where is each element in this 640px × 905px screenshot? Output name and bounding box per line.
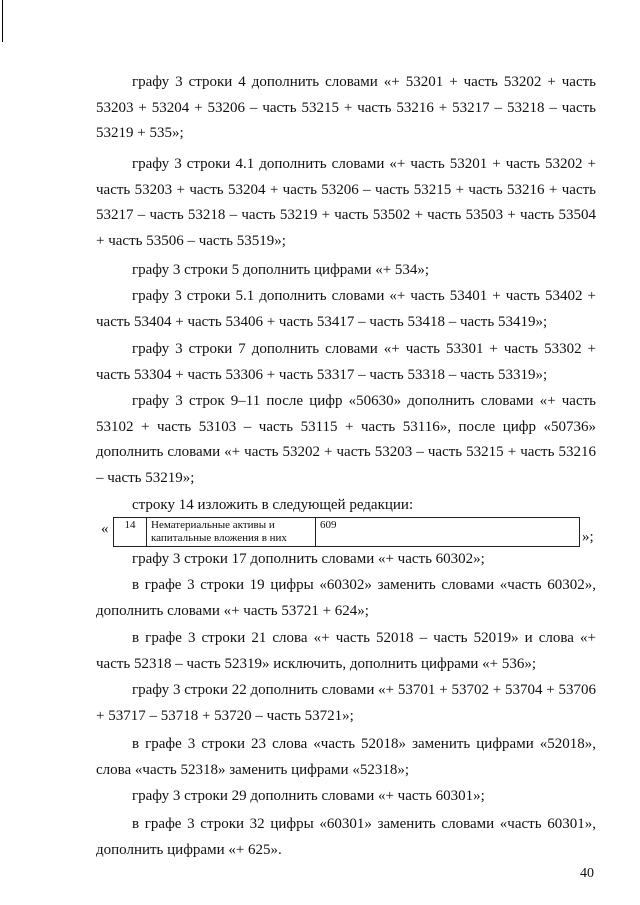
paragraph-3: графу 3 строки 5 дополнить цифрами «+ 534»; [132, 262, 430, 278]
paragraph-13: графу 3 строки 29 дополнить словами «+ часть 60301»; [132, 788, 485, 804]
table-row [114, 518, 580, 547]
table-open-quote: « [101, 521, 109, 537]
paragraph-6: графу 3 строк 9–11 после цифр «50630» дополнить словами «+ часть 53102 + часть 53103 – часть 53115 + часть 53116», после цифр «50736» дополнить словами «+ часть 53202 + часть 53203 – часть 53215 + часть 53216 – часть 53219»; [96, 393, 596, 486]
paragraph-14: в графе 3 строки 32 цифры «60301» заменить словами «часть 60301», дополнить цифрами «+ 625». [96, 816, 596, 858]
table-close-quote: »; [582, 529, 594, 545]
paragraph-5: графу 3 строки 7 дополнить словами «+ часть 53301 + часть 53302 + часть 53304 + часть 53306 + часть 53317 – часть 53318 – часть 53319»; [96, 341, 596, 383]
row-14-table [113, 517, 580, 547]
paragraph-8: графу 3 строки 17 дополнить словами «+ часть 60302»; [132, 551, 485, 567]
paragraph-10: в графе 3 строки 21 слова «+ часть 52018 – часть 52019» и слова «+ часть 52318 – часть 52319» исключить, дополнить цифрами «+ 536»; [96, 630, 596, 672]
page-number: 40 [580, 866, 594, 881]
paragraph-11: графу 3 строки 22 дополнить словами «+ 53701 + 53702 + 53704 + 53706 + 53717 – 53718 + 53720 – часть 53721»; [96, 682, 596, 724]
row-name-cell: Нематериальные активы и капитальные вложения в них [147, 518, 316, 547]
paragraph-7: строку 14 изложить в следующей редакции: [132, 497, 414, 513]
margin-line [2, 0, 3, 42]
paragraph-9: в графе 3 строки 19 цифры «60302» заменить словами «часть 60302», дополнить словами «+ часть 53721 + 624»; [96, 577, 596, 619]
paragraph-12: в графе 3 строки 23 слова «часть 52018» заменить цифрами «52018», слова «часть 52318» заменить цифрами «52318»; [96, 736, 596, 778]
row-number-cell: 14 [114, 518, 147, 547]
paragraph-4: графу 3 строки 5.1 дополнить словами «+ часть 53401 + часть 53402 + часть 53404 + часть 53406 + часть 53417 – часть 53418 – часть 53419»; [96, 288, 596, 330]
paragraph-2: графу 3 строки 4.1 дополнить словами «+ часть 53201 + часть 53202 + часть 53203 + часть 53204 + часть 53206 – часть 53215 + часть 53216 + часть 53217 – часть 53218 – часть 53219 + часть 53502 + часть 53503 + часть 53504 + часть 53506 – часть 53519»; [96, 156, 596, 249]
paragraph-1: графу 3 строки 4 дополнить словами «+ 53201 + часть 53202 + часть 53203 + 53204 + 53206 – часть 53215 + часть 53216 + 53217 – 53218 – часть 53219 + 535»; [96, 74, 596, 141]
row-value-cell: 609 [316, 518, 580, 547]
